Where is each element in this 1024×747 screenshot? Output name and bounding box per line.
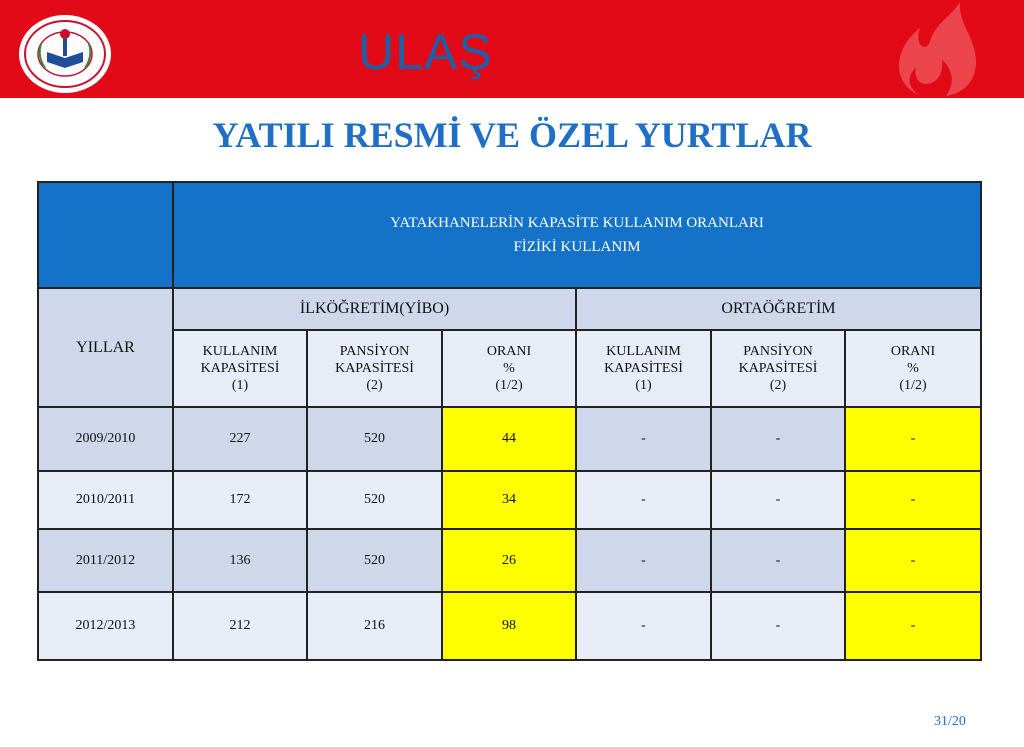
data-cell: - bbox=[711, 471, 845, 529]
rate-cell: - bbox=[845, 407, 981, 471]
data-cell: - bbox=[576, 529, 711, 592]
data-cell: 227 bbox=[173, 407, 307, 471]
data-cell: - bbox=[576, 407, 711, 471]
group-ilkogretim: İLKÖĞRETİM(YİBO) bbox=[173, 288, 576, 330]
years-header: YILLAR bbox=[38, 288, 173, 407]
page-number: 31/20 bbox=[934, 714, 966, 729]
subheader-cell: ORANI % (1/2) bbox=[845, 330, 981, 407]
data-cell: 172 bbox=[173, 471, 307, 529]
data-cell: 212 bbox=[173, 592, 307, 660]
rate-cell: 44 bbox=[442, 407, 576, 471]
group-ortaogretim: ORTAÖĞRETİM bbox=[576, 288, 981, 330]
subheader-cell: KULLANIM KAPASİTESİ (1) bbox=[173, 330, 307, 407]
year-cell: 2012/2013 bbox=[38, 592, 173, 660]
rate-cell: - bbox=[845, 592, 981, 660]
data-cell: - bbox=[576, 471, 711, 529]
data-cell: - bbox=[711, 529, 845, 592]
header-line-2: FİZİKİ KULLANIM bbox=[513, 239, 641, 255]
header-line-1: YATAKHANELERİN KAPASİTE KULLANIM ORANLARI bbox=[390, 215, 764, 231]
table-main-header bbox=[173, 182, 981, 288]
table-row bbox=[38, 407, 981, 471]
top-banner bbox=[0, 0, 1024, 98]
rate-cell: - bbox=[845, 471, 981, 529]
data-cell: 136 bbox=[173, 529, 307, 592]
rate-cell: 26 bbox=[442, 529, 576, 592]
rate-cell: 34 bbox=[442, 471, 576, 529]
table-row bbox=[38, 471, 981, 529]
data-cell: - bbox=[576, 592, 711, 660]
data-cell: 520 bbox=[307, 471, 442, 529]
data-cell: 520 bbox=[307, 529, 442, 592]
data-cell: - bbox=[711, 592, 845, 660]
table-row bbox=[38, 592, 981, 660]
page-title: YATILI RESMİ VE ÖZEL YURTLAR bbox=[212, 115, 812, 155]
banner-title: ULAŞ bbox=[358, 24, 493, 80]
data-cell: 216 bbox=[307, 592, 442, 660]
rate-cell: - bbox=[845, 529, 981, 592]
subheader-cell: PANSİYON KAPASİTESİ (2) bbox=[307, 330, 442, 407]
subheader-cell: ORANI % (1/2) bbox=[442, 330, 576, 407]
table-row bbox=[38, 529, 981, 592]
data-cell: - bbox=[711, 407, 845, 471]
flame-icon bbox=[880, 2, 990, 98]
subheader-cell: KULLANIM KAPASİTESİ (1) bbox=[576, 330, 711, 407]
year-cell: 2011/2012 bbox=[38, 529, 173, 592]
year-cell: 2009/2010 bbox=[38, 407, 173, 471]
capacity-table bbox=[37, 181, 982, 661]
rate-cell: 98 bbox=[442, 592, 576, 660]
subheader-cell: PANSİYON KAPASİTESİ (2) bbox=[711, 330, 845, 407]
year-cell: 2010/2011 bbox=[38, 471, 173, 529]
corner-cell bbox=[38, 182, 173, 288]
meb-emblem-icon bbox=[17, 14, 113, 94]
data-cell: 520 bbox=[307, 407, 442, 471]
